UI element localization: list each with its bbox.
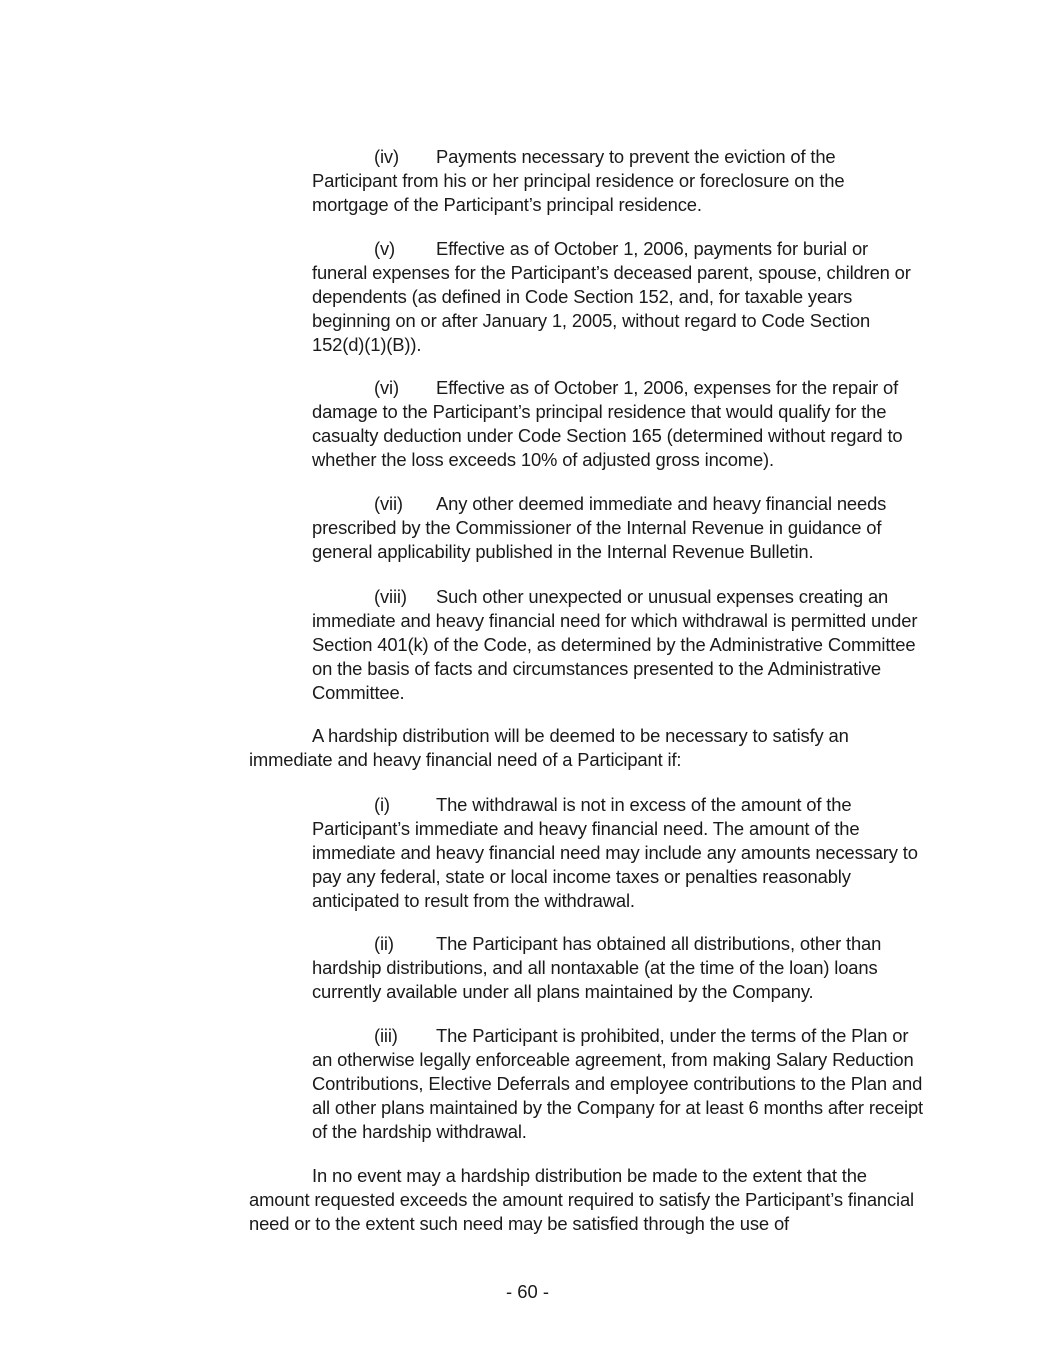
item-text: Any other deemed immediate and heavy financial needs prescribed by the Commissioner of the Internal Revenue in guidance of general applicability published in the Internal Revenue Bulletin. (312, 493, 887, 562)
item-text: The Participant has obtained all distributions, other than hardship distributions, and all nontaxable (at the time of the loan) loans currently available under all plans maintained by the Company. (312, 933, 882, 1002)
list-item-ii (312, 932, 924, 1004)
item-label: (vi) (374, 377, 399, 398)
item-text: Effective as of October 1, 2006, payments for burial or funeral expenses for the Participant’s deceased parent, spouse, children or dependents (as defined in Code Section 152, and, for taxable years beginning on or after January 1, 2005, without regard to Code Section 152(d)(1)(B)). (312, 238, 911, 355)
item-text: The withdrawal is not in excess of the amount of the Participant’s immediate and heavy financial need. The amount of the immediate and heavy financial need may include any amounts necessary to pay any federal, state or local income taxes or penalties reasonably anticipated to result from the withdrawal. (312, 794, 918, 911)
item-text: Payments necessary to prevent the eviction of the Participant from his or her principal residence or foreclosure on the mortgage of the Participant’s principal residence. (312, 146, 845, 215)
list-item-v (312, 237, 924, 357)
list-item-iv (312, 145, 924, 217)
item-label: (vii) (374, 493, 403, 514)
item-label: (ii) (374, 933, 394, 954)
item-label: (iii) (374, 1025, 398, 1046)
item-text: The Participant is prohibited, under the terms of the Plan or an otherwise legally enforceable agreement, from making Salary Reduction Contributions, Elective Deferrals and employee contributions to the Plan and all other plans maintained by the Company for at least 6 months after receipt of the hardship withdrawal. (312, 1025, 924, 1142)
page-number: - 60 - (506, 1281, 549, 1302)
item-label: (i) (374, 794, 390, 815)
item-label: (iv) (374, 146, 399, 167)
list-item-vi (312, 376, 924, 472)
list-item-iii (312, 1024, 924, 1144)
paragraph-necessary: A hardship distribution will be deemed to be necessary to satisfy an immediate and heavy financial need of a Participant if: (249, 725, 849, 770)
list-item-vii (312, 492, 924, 564)
list-item-i (312, 793, 924, 913)
item-label: (viii) (374, 586, 407, 607)
list-item-viii (312, 585, 924, 705)
item-text: Effective as of October 1, 2006, expenses for the repair of damage to the Participant’s principal residence that would qualify for the casualty deduction under Code Section 165 (determined without regard to whether the loss exceeds 10% of adjusted gross income). (312, 377, 903, 470)
item-label: (v) (374, 238, 395, 259)
item-text: Such other unexpected or unusual expenses creating an immediate and heavy financial need for which withdrawal is permitted under Section 401(k) of the Code, as determined by the Administrative Committee on the basis of facts and circumstances presented to the Administrative Committee. (312, 586, 918, 703)
paragraph-no-event: In no event may a hardship distribution be made to the extent that the amount requested exceeds the amount required to satisfy the Participant’s financial need or to the extent such need may be satisfied through the use of (249, 1165, 914, 1234)
